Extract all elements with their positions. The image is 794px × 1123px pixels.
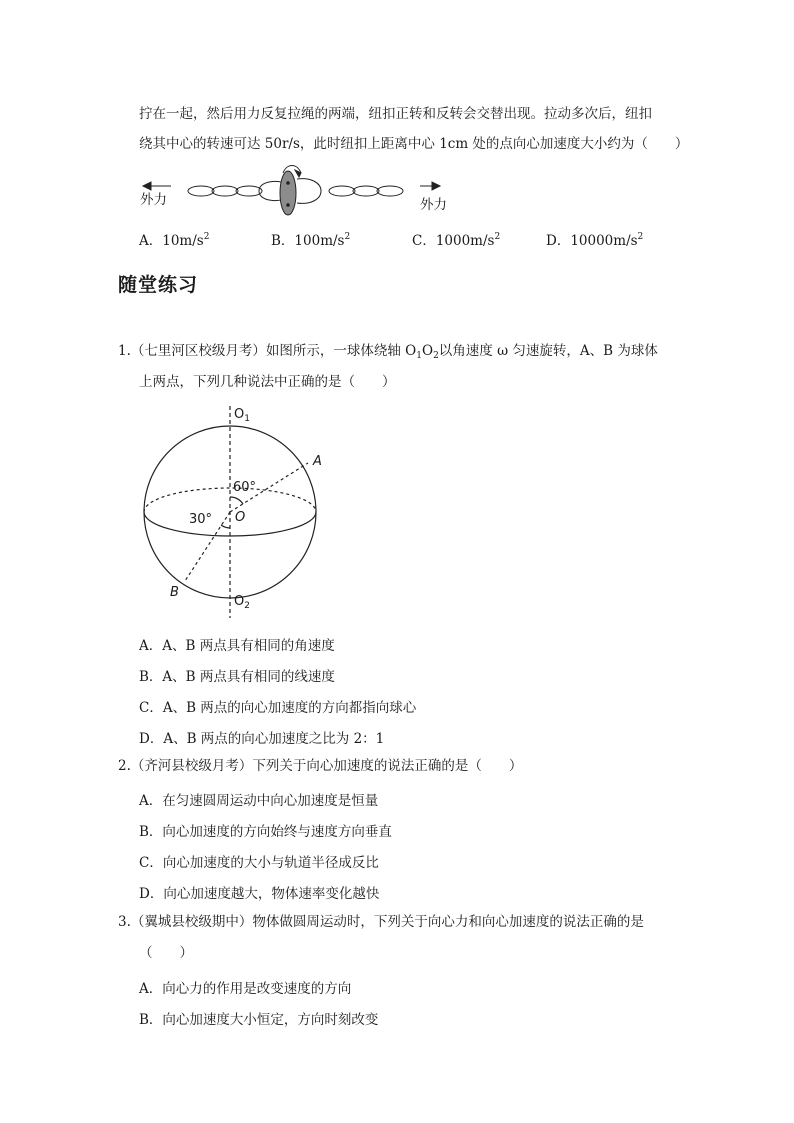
label-a: A	[313, 454, 322, 469]
intro-line-2: 绕其中心的转速可达 50r/s，此时纽扣上距离中心 1cm 处的点向心加速度大小约为（ ）	[139, 136, 689, 152]
intro-option-b: B．$100m/s^2$	[271, 232, 351, 249]
intro-line-1: 拧在一起，然后用力反复拉绳的两端，纽扣正转和反转会交替出现。拉动多次后，纽扣	[139, 106, 652, 122]
q2-option-a: A．在匀速圆周运动中向心加速度是恒量	[139, 793, 379, 809]
q1-option-a: A．A、B 两点具有相同的角速度	[139, 638, 335, 654]
q3-stem: 3.（翼城县校级期中）物体做圆周运动时，下列关于向心力和向心加速度的说法正确的是	[118, 914, 644, 930]
force-left-label: 外力	[140, 192, 167, 208]
q3-stem-line-2: （ ）	[139, 945, 193, 961]
q1-option-d: D．A、B 两点的向心加速度之比为 2：1	[139, 731, 385, 747]
button-rope-figure	[135, 165, 465, 217]
q1-option-c: C．A、B 两点的向心加速度的方向都指向球心	[139, 700, 417, 716]
label-b: B	[170, 585, 179, 600]
intro-option-c: C．$1000m/s^2$	[412, 232, 501, 249]
q1-option-b: B．A、B 两点具有相同的线速度	[139, 669, 335, 685]
q1-stem-line-2: 上两点，下列几种说法中正确的是（ ）	[139, 374, 396, 390]
section-title: 随堂练习	[118, 274, 199, 296]
q2-option-b: B．向心加速度的方向始终与速度方向垂直	[139, 824, 392, 840]
q3-option-b: B．向心加速度大小恒定，方向时刻改变	[139, 1012, 379, 1028]
intro-option-a: A．$10m/s^2$	[139, 232, 210, 249]
force-right-label: 外力	[420, 197, 447, 213]
q2-option-c: C．向心加速度的大小与轨道半径成反比	[139, 855, 379, 871]
label-o: O	[235, 510, 246, 525]
label-o2: $O_2$	[234, 594, 250, 611]
label-angle-30: 30°	[189, 512, 213, 527]
q2-option-d: D．向心加速度越大，物体速率变化越快	[139, 886, 380, 902]
label-angle-60: 60°	[233, 480, 257, 495]
label-o1: $O_1$	[234, 407, 250, 424]
q1-stem-line-1: 1.（七里河区校级月考）如图所示，一球体绕轴 $O_1O_2$以角速度 ω 匀速旋转，A、B 为球体	[118, 343, 658, 361]
intro-option-d: D．$10000m/s^2$	[546, 232, 644, 249]
q2-stem: 2.（齐河县校级月考）下列关于向心加速度的说法正确的是（ ）	[118, 758, 523, 774]
q3-option-a: A．向心力的作用是改变速度的方向	[139, 981, 352, 997]
